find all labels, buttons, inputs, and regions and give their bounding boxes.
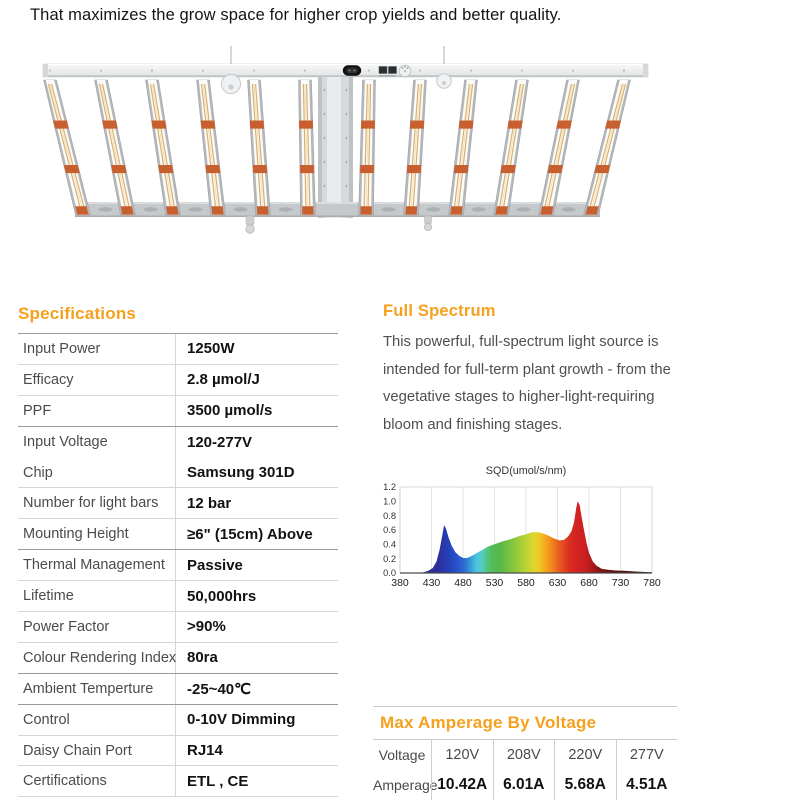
chart-title: SQD(umol/s/nm): [485, 465, 567, 477]
led-bar: [584, 80, 631, 215]
specifications-title: Specifications: [18, 304, 137, 323]
voltage-cell: 208V: [493, 740, 555, 770]
spec-label: Daisy Chain Port: [18, 736, 176, 766]
amperage-title: Max Amperage By Voltage: [380, 713, 597, 732]
spec-label: Power Factor: [18, 612, 176, 642]
spec-label: Efficacy: [18, 365, 176, 395]
spec-row-input-voltage: [18, 427, 338, 458]
spec-value: 50,000hrs: [187, 587, 257, 605]
amperage-cell: 10.42A: [431, 770, 493, 800]
svg-text:380: 380: [391, 577, 409, 589]
bottom-rail: [75, 202, 600, 217]
voltage-cell: 220V: [554, 740, 616, 770]
svg-text:0.2: 0.2: [383, 553, 396, 564]
spec-row-thermal-management: [18, 550, 338, 581]
spec-label: Input Voltage: [18, 427, 176, 458]
spec-row-control: [18, 705, 338, 736]
svg-text:0.6: 0.6: [383, 525, 396, 536]
led-bar: [494, 80, 529, 215]
svg-text:0.8: 0.8: [383, 510, 396, 521]
spec-label: Colour Rendering Index: [18, 643, 176, 673]
spectrum-chart-svg: [375, 460, 675, 590]
svg-text:730: 730: [611, 577, 630, 589]
spec-row-colour-rendering-index: [18, 643, 338, 674]
power-connector: [343, 66, 361, 76]
spec-value: -25~40℃: [187, 680, 251, 698]
svg-text:780: 780: [643, 577, 661, 589]
spec-value: Passive: [187, 556, 243, 574]
spec-value: 80ra: [187, 649, 218, 667]
svg-text:0.0: 0.0: [383, 568, 396, 579]
led-bar: [197, 80, 226, 215]
svg-text:480: 480: [454, 577, 472, 589]
amperage-row-header: Voltage: [378, 747, 426, 763]
spec-row-efficacy: [18, 365, 338, 396]
svg-text:680: 680: [580, 577, 598, 589]
spec-value: >90%: [187, 618, 226, 636]
spec-label: Mounting Height: [18, 519, 176, 549]
spec-row-ppf: [18, 396, 338, 427]
spec-value: Samsung 301D: [187, 464, 295, 481]
spec-row-number-for-light-bars: [18, 488, 338, 519]
led-bar: [359, 80, 376, 215]
spec-value: 2.8 µmol/J: [187, 371, 260, 389]
spec-label: Chip: [18, 458, 176, 488]
spec-label: Thermal Management: [18, 550, 176, 580]
svg-text:1.2: 1.2: [383, 482, 396, 493]
led-bar: [449, 80, 478, 215]
led-bar: [404, 80, 427, 215]
spec-value: ETL , CE: [187, 772, 249, 790]
spec-row-certifications: [18, 766, 338, 797]
spec-row-ambient-temperture: [18, 674, 338, 705]
led-bar: [299, 80, 316, 215]
amperage-cell: 6.01A: [493, 770, 555, 800]
spec-value: 12 bar: [187, 494, 232, 512]
led-bar: [248, 80, 271, 215]
voltage-cell: 120V: [431, 740, 493, 770]
amperage-section: [373, 706, 677, 800]
spec-row-input-power: [18, 334, 338, 365]
description-line: intended for full-term plant growth - from the: [383, 361, 671, 378]
spec-row-lifetime: [18, 581, 338, 612]
spec-value: 3500 µmol/s: [187, 402, 273, 420]
description-line: vegetative stages to higher-light-requiring: [383, 389, 655, 405]
led-bar: [44, 80, 91, 215]
spec-label: Lifetime: [18, 581, 176, 611]
spec-label: Control: [18, 705, 176, 735]
spec-value: ≥6" (15cm) Above: [187, 525, 313, 543]
spec-value: 120-277V: [187, 433, 253, 451]
svg-text:630: 630: [548, 577, 567, 589]
center-spine: [318, 77, 353, 218]
led-bar: [146, 80, 181, 215]
svg-text:430: 430: [422, 577, 441, 589]
dimmer-knob: [399, 65, 411, 77]
description-line: bloom and finishing stages.: [383, 416, 563, 433]
spec-label: Ambient Temperture: [18, 674, 176, 704]
spec-value: 0-10V Dimming: [187, 711, 296, 729]
led-bar: [95, 80, 136, 215]
full-spectrum-description: [383, 329, 723, 439]
spec-row-power-factor: [18, 612, 338, 643]
svg-text:1.0: 1.0: [383, 496, 396, 507]
svg-text:0.4: 0.4: [383, 539, 396, 550]
voltage-cell: 277V: [616, 740, 678, 770]
full-spectrum-title: Full Spectrum: [383, 302, 496, 320]
spec-row-daisy-chain-port: [18, 736, 338, 767]
description-line: This powerful, full-spectrum light source is: [383, 334, 659, 350]
spec-value: 1250W: [187, 340, 235, 358]
spec-row-chip: [18, 458, 338, 489]
spec-label: PPF: [18, 396, 176, 426]
spectrum-chart: [375, 460, 675, 590]
amperage-row-header: Amperage: [373, 777, 438, 793]
spec-label: Number for light bars: [18, 488, 176, 518]
amperage-value-row: [373, 770, 677, 800]
page-headline: That maximizes the grow space for higher crop yields and better quality.: [30, 6, 562, 24]
svg-text:530: 530: [485, 577, 504, 589]
spec-label: Certifications: [18, 766, 176, 796]
amperage-table: [373, 739, 677, 800]
spec-label: Input Power: [18, 334, 176, 364]
spec-row-mounting-height: [18, 519, 338, 550]
amperage-header-row: [373, 740, 677, 770]
product-image: [40, 40, 680, 240]
amperage-cell: 4.51A: [616, 770, 678, 800]
led-bar: [539, 80, 580, 215]
bottom-clips: [246, 216, 432, 233]
amperage-cell: 5.68A: [554, 770, 616, 800]
spec-table: [18, 333, 338, 797]
spec-value: RJ14: [187, 742, 223, 760]
svg-text:580: 580: [517, 577, 535, 589]
